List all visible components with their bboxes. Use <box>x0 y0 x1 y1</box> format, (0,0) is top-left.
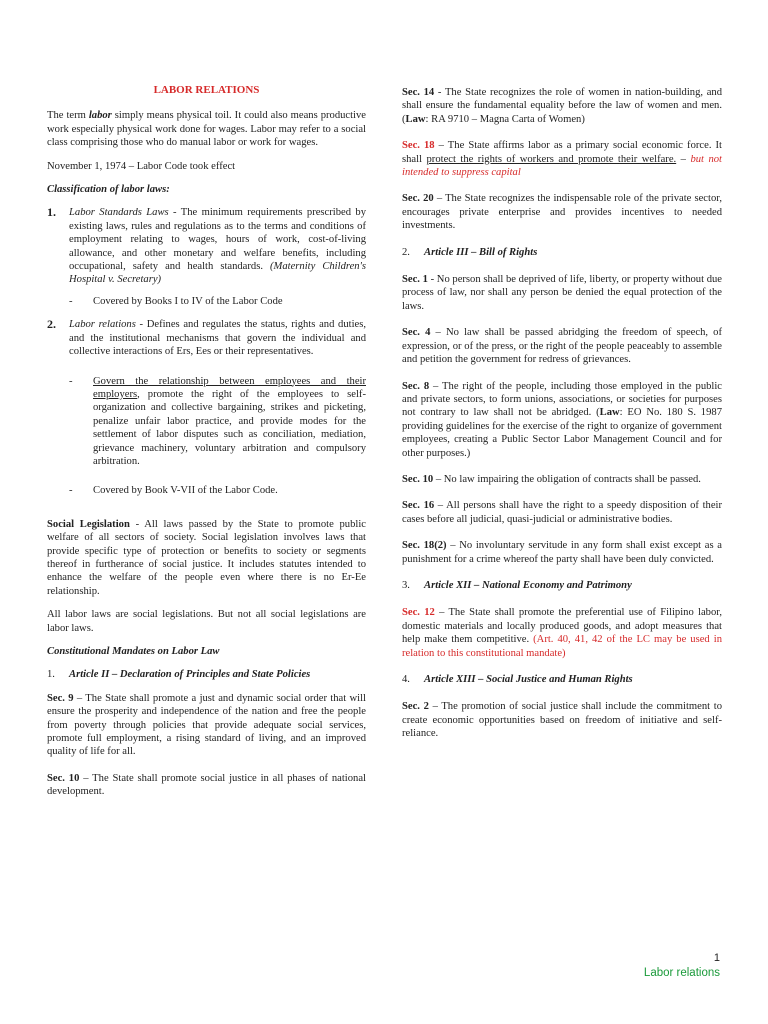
sec-12 <box>402 606 722 660</box>
section-label: Sec. 4 <box>402 327 431 339</box>
section-label: Sec. 14 <box>402 87 435 98</box>
sec-2 <box>402 700 722 740</box>
item1-sub-bullet <box>69 295 366 308</box>
section-text: – The State affirms labor as a primary social economic force. It shall <box>402 140 722 165</box>
sec-14 <box>402 86 722 126</box>
article-title: Article III – Bill of Rights <box>424 246 538 258</box>
dash-marker: - <box>69 485 73 497</box>
dash-marker: - <box>69 375 73 387</box>
left-column <box>47 84 366 809</box>
law-label: Law <box>599 407 620 419</box>
item2-sub-bullet-2 <box>69 484 366 497</box>
item-body <box>69 206 366 286</box>
section-label: Sec. 12 <box>402 607 435 619</box>
sub-bullet-rest: , promote the right of the employees to self-organization and collective bargaining, strikes and picketing, penalize unfair labor practice, and provide modes for the settlement of labor disputes such as conciliation, mediation, grievance machinery, voluntary arbitration and compulsory arbitration. <box>93 388 366 467</box>
section-dash: – <box>676 153 691 165</box>
article-xiii-heading <box>402 673 722 686</box>
section-text: – No law shall be passed abridging the freedom of speech, of expression, or of the press, or the right of the people peaceably to assemble and petition the government for redress of grievances. <box>402 327 723 366</box>
article-title: Article XII – National Economy and Patrimony <box>424 579 632 591</box>
underlined-text: protect the rights of workers and promote their welfare. <box>426 153 677 165</box>
section-label: Sec. 18 <box>402 140 435 152</box>
footer-label: Labor relations <box>643 967 720 979</box>
section-label: Sec. 20 <box>402 193 434 205</box>
law-text: : EO No. 180 S. 1987 providing guidelines for the exercise of the right to organize of government employees, creating a Public Sector Labor Management Council and for other purposes.) <box>402 407 722 459</box>
sec-1 <box>402 273 722 313</box>
sub-bullet-text <box>93 375 366 469</box>
document-title: LABOR RELATIONS <box>153 84 260 96</box>
section-text: - The State recognizes the role of women in nation-building, and shall ensure the fundamental equality before the law of women and men. ( <box>402 87 723 125</box>
mandates-heading: Constitutional Mandates on Labor Law <box>47 646 220 657</box>
item-citation: (Maternity Children's Hospital v. Secretary) <box>69 261 366 286</box>
section-note: (Art. 40, 41, 42 of the LC may be used in relation to this constitutional mandate) <box>402 634 722 659</box>
sec-20 <box>402 192 722 232</box>
item-number: 2. <box>47 317 56 332</box>
section-text: – The State recognizes the indispensable role of the private sector, encourages private enterprise and provides incentives to needed investments. <box>402 193 723 232</box>
underlined-text: Govern the relationship between employees and their employers <box>93 375 366 400</box>
section-text: – The State shall promote a just and dynamic social order that will ensure the prosperity and independence of the nation and free the people from poverty through policies that provide adequate social services, promote full employment, a rising standard of living, and an improved quality of life for all. <box>47 692 366 758</box>
section-label: Sec. 9 <box>47 692 74 704</box>
section-note: but not intended to suppress capital <box>402 153 723 179</box>
section-text: – No involuntary servitude in any form shall exist except as a punishment for a crime whereof the party shall have been duly convicted. <box>402 540 722 565</box>
sec-10-article-ii <box>47 772 366 799</box>
section-text: – The State shall promote social justice in all phases of national development. <box>47 772 366 798</box>
section-text: – No law impairing the obligation of contracts shall be passed. <box>433 473 701 485</box>
section-label: Sec. 10 <box>47 772 80 784</box>
article-number: 4. <box>402 674 410 685</box>
item-term: Labor relations <box>69 319 136 331</box>
item-text: - Defines and regulates the status, rights and duties, and the institutional mechanisms that govern the individual and collective interactions of Ers, Ees or their representatives. <box>69 319 366 358</box>
section-label: Sec. 2 <box>402 701 429 713</box>
item-term: Labor Standards Laws <box>69 207 169 219</box>
sec-8 <box>402 380 722 460</box>
intro-paragraph <box>47 109 366 149</box>
sec-16 <box>402 499 722 526</box>
social-legislation-text: - All laws passed by the State to promote public welfare of all sectors of society. Social legislation involves laws that provide specific type of protection or benefits to society or segments thereof in furtherance of social justice. It includes statutes intended to enhance the welfare of the people even where there is no Er-Ee relationship. <box>47 518 366 597</box>
sec-10-article-iii <box>402 473 722 486</box>
section-label: Sec. 10 <box>402 473 434 485</box>
section-label: Sec. 16 <box>402 500 435 512</box>
section-text: – The promotion of social justice shall include the commitment to create economic opportunities based on freedom of initiative and self-reliance. <box>402 701 722 740</box>
classification-item-1 <box>47 206 366 286</box>
classification-heading: Classification of labor laws: <box>47 184 170 196</box>
classification-item-2 <box>47 318 366 358</box>
section-text: – The State shall promote the preferential use of Filipino labor, domestic materials and locally produced goods, and adopt measures that help make them competitive. <box>402 607 723 646</box>
sec-9 <box>47 692 366 759</box>
item-text: - The minimum requirements prescribed by existing laws, rules and regulations as to the terms and conditions of employment relating to wages, hours of work, cost-of-living allowance, and other monetary and welfare benefits, including occupational, safety and health standards. <box>69 207 366 273</box>
law-label: Law <box>405 113 426 125</box>
sub-bullet-text: Covered by Book V-VII of the Labor Code. <box>93 485 278 497</box>
section-label: Sec. 8 <box>402 380 430 392</box>
social-legislation-term: Social Legislation <box>47 518 130 530</box>
sec-18 <box>402 139 722 179</box>
dash-marker: - <box>69 295 73 307</box>
article-ii-heading <box>47 668 366 681</box>
social-legislation-paragraph <box>47 518 366 598</box>
sec-18-2 <box>402 539 722 566</box>
article-xii-heading <box>402 579 722 592</box>
article-title: Article II – Declaration of Principles and State Policies <box>69 669 311 681</box>
effect-date: November 1, 1974 – Labor Code took effect <box>47 160 236 172</box>
item2-sub-bullet-1 <box>69 375 366 469</box>
article-title: Article XIII – Social Justice and Human Rights <box>424 674 633 685</box>
sec-4 <box>402 326 722 366</box>
section-text: - No person shall be deprived of life, liberty, or property without due process of law, nor shall any person be denied the equal protection of the laws. <box>402 274 722 312</box>
intro-text-start: The term <box>47 110 89 122</box>
intro-term-labor: labor <box>88 110 112 122</box>
article-iii-heading <box>402 246 722 259</box>
section-label: Sec. 18(2) <box>402 540 447 552</box>
section-label: Sec. 1 <box>402 274 428 286</box>
item-body <box>69 318 366 358</box>
article-number: 2. <box>402 246 410 258</box>
page-number: 1 <box>713 952 720 964</box>
section-text: – All persons shall have the right to a speedy disposition of their cases before all judicial, quasi-judicial or administrative bodies. <box>402 500 722 525</box>
law-text: : RA 9710 – Magna Carta of Women) <box>425 113 585 125</box>
right-column <box>402 86 722 754</box>
section-text: – The right of the people, including those employed in the public and private sectors, to form unions, associations, or societies for purposes not contrary to law shall not be abridged. ( <box>402 380 723 419</box>
item-number: 1. <box>47 205 56 220</box>
article-number: 1. <box>47 669 55 681</box>
intro-text-rest: simply means physical toil. It could also means productive work especially physical work done for wages. Labor may refer to a social class comprising those who do manual labor or work for wages. <box>47 110 367 149</box>
all-labor-paragraph: All labor laws are social legislations. But not all social legislations are labor laws. <box>47 609 366 634</box>
article-number: 3. <box>402 579 410 591</box>
sub-bullet-text: Covered by Books I to IV of the Labor Code <box>93 295 283 307</box>
